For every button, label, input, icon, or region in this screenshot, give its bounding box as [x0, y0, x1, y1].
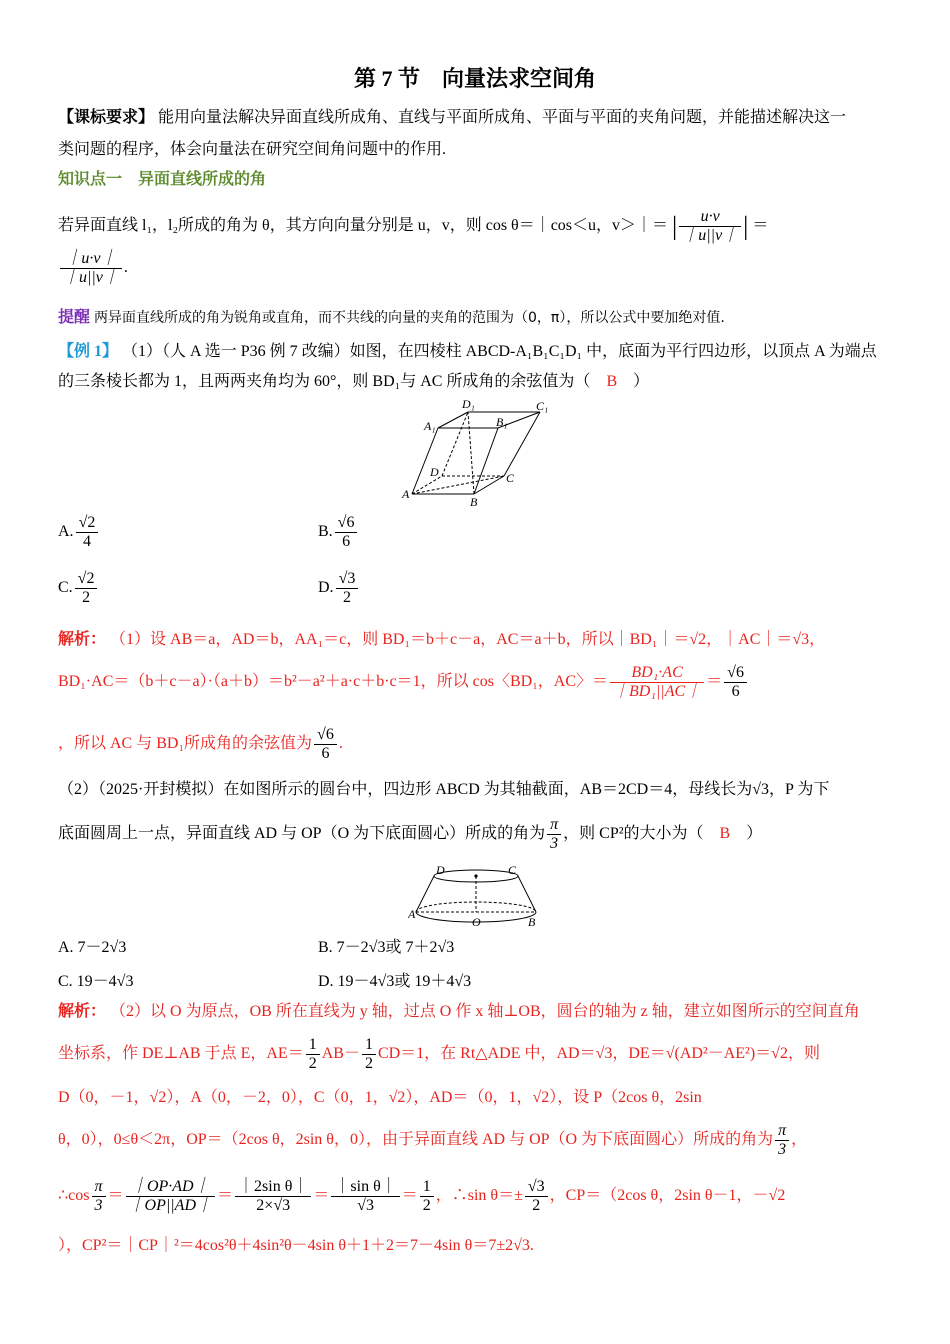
label-c1: C₁ [536, 399, 549, 413]
solution2-line4 [58, 1120, 807, 1160]
s2-l4-fn: π [775, 1122, 789, 1141]
label-a2: A [408, 907, 416, 921]
s2-f2d: 2 [364, 1054, 373, 1072]
s2-f1n: 1 [306, 1036, 320, 1055]
formula-lead: 若异面直线 l₁，l₂所成的角为 θ，其方向向量分别是 u，v，则 cos θ＝｜cos＜u，v＞｜＝ [58, 217, 669, 235]
solution1-frac-num: BD₁·AC [610, 664, 704, 683]
frustum-figure [408, 860, 548, 930]
tip-tag: 提醒 [58, 309, 91, 326]
solution1-res-den: 6 [731, 682, 740, 700]
formula-fraction [679, 208, 741, 245]
example1-close1: ） [633, 373, 650, 390]
solution1-res-num: √6 [724, 664, 747, 683]
formula-fraction-2 [60, 250, 122, 287]
intro-line-2: 类问题的程序，体会向量法在研究空间角问题中的作用. [58, 141, 447, 158]
option1-a-label: A. [58, 523, 74, 541]
s2-l5-f5n: 1 [420, 1178, 434, 1197]
solution2-text2a: 坐标系，作 DE⊥AB 于点 E，AE＝ [58, 1045, 304, 1062]
example1-close2: ） [746, 825, 763, 842]
s2-l5-f3d: 2×√3 [256, 1196, 291, 1214]
example1-q2-line2 [58, 814, 762, 854]
example1-tag: 【例 1】 [58, 343, 119, 360]
edge-a1d1 [438, 412, 468, 428]
s2-l5-c: ＝ [217, 1187, 234, 1204]
solution1-l3-num: √6 [314, 726, 337, 745]
edge-bb1 [474, 428, 498, 494]
s2-l5-f1n: π [92, 1178, 106, 1197]
s2-l5-a: ∴cos [58, 1187, 90, 1204]
diag-bd1 [468, 412, 474, 494]
formula-frac2-den: ｜u||v｜ [63, 269, 119, 286]
example1-q1-text1: （1）（人 A 选一 P36 例 7 改编）如图，在四棱柱 ABCD-A₁B₁C₁D₁ 中，底面为平行四边形，以顶点 A 为端点 [122, 343, 877, 360]
solution1-text2b: ＝ [706, 673, 723, 690]
solution1-frac-den: ｜BD₁||AC｜ [613, 682, 702, 700]
s2-l5-f1d: 3 [94, 1196, 103, 1214]
diag-ac [412, 476, 504, 494]
s2-l5-b: ＝ [107, 1187, 124, 1204]
solution2-line3: D（0，－1，√2），A（0，－2，0），C（0，1，√2），AD＝（0，1，√2），设 P（2cos θ，2sin [58, 1089, 702, 1106]
solution2-text4a: θ，0），0≤θ＜2π，OP＝（2cos θ，2sin θ，0），由于异面直线 AD 与 OP（O 为下底面圆心）所成的角为 [58, 1131, 774, 1148]
s2-l5-f: ，∴sin θ＝± [435, 1187, 523, 1204]
formula-end: . [123, 259, 128, 277]
label-d1: D₁ [462, 398, 475, 411]
solution2-line6: ），CP²＝｜CP｜²＝4cos²θ＋4sin²θ－4sin θ＋1＋2＝7－4sin θ＝7±2√3. [58, 1237, 534, 1254]
option1-d-den: 2 [342, 589, 351, 606]
s2-l5-e: ＝ [401, 1187, 418, 1204]
label-b1: B₁ [496, 415, 508, 429]
label-c2: C [508, 863, 517, 877]
example1-q1-line1 [58, 342, 877, 362]
option1-d[interactable] [318, 570, 360, 607]
tip-text: 两异面直线所成的角为锐角或直角，而不共线的向量的夹角的范围为（0，π），所以公式中要加绝对值. [94, 310, 725, 326]
solution1-l3-den: 6 [321, 744, 330, 762]
example1-q1-line2 [58, 372, 649, 392]
s2-l5-f6n: √3 [525, 1178, 548, 1197]
solution2-text2c: CD＝1，在 Rt△ADE 中，AD＝√3，DE＝√(AD²－AE²)＝√2，则 [377, 1045, 820, 1062]
s2-f1d: 2 [308, 1054, 317, 1072]
s2-l5-d: ＝ [313, 1187, 330, 1204]
option1-a[interactable] [58, 514, 100, 551]
option2-b[interactable]: B. 7－2√3或 7＋2√3 [318, 939, 455, 956]
solution2-tag: 解析： [58, 1003, 107, 1020]
formula-frac2-num: ｜u·v｜ [60, 250, 122, 269]
option1-d-label: D. [318, 579, 334, 597]
option1-c-label: C. [58, 579, 73, 597]
formula-eq: ＝ [752, 217, 769, 235]
option1-a-num: √2 [76, 514, 99, 533]
example1-q2-text2a: 底面圆周上一点，异面直线 AD 与 OP（O 为下底面圆心）所成的角为 [58, 825, 546, 842]
edge-bc [474, 476, 504, 494]
edge-aa1 [412, 428, 438, 494]
solution1-text2a: BD₁·AC＝（b＋c－a）·（a＋b）＝b²－a²＋a·c＋b·c＝1，所以 cos〈BD₁，AC〉＝ [58, 673, 609, 690]
solution2-text2b: AB－ [321, 1045, 360, 1062]
s2-l5-f4n: ｜sin θ｜ [331, 1178, 399, 1197]
option1-d-num: √3 [336, 570, 359, 589]
option2-a[interactable]: A. 7－2√3 [58, 939, 127, 956]
label-d: D [430, 465, 439, 479]
q2-frac-den: 3 [550, 834, 559, 852]
label-a1: A₁ [424, 419, 436, 433]
edge-dd1 [442, 412, 468, 476]
s2-l4-fd: 3 [778, 1140, 787, 1158]
solution1-line2 [58, 662, 749, 702]
page-title: 第 7 节 向量法求空间角 [353, 66, 596, 91]
q2-frac-num: π [547, 816, 561, 835]
formula-frac-num: u·v [679, 208, 741, 227]
option2-d[interactable]: D. 19－4√3或 19＋4√3 [318, 973, 472, 990]
label-d2: D [436, 863, 445, 877]
solution2-line1 [58, 1002, 860, 1022]
example1-q2-text2b: ，则 CP²的大小为（ [563, 825, 704, 842]
label-o: O [472, 915, 481, 929]
s2-l5-f4d: √3 [357, 1196, 374, 1214]
edge-cc1 [504, 412, 540, 476]
section-heading-1: 知识点一 异面直线所成的角 [58, 171, 267, 188]
solution2-line5 [58, 1176, 785, 1216]
formula-frac-den: ｜u||v｜ [682, 227, 739, 244]
s2-l5-f2n: ｜OP·AD｜ [126, 1178, 215, 1197]
option1-b-num: √6 [335, 514, 358, 533]
s2-l5-f6d: 2 [532, 1196, 541, 1214]
option1-b-den: 6 [342, 533, 351, 550]
tip-line [58, 308, 725, 328]
solution1-l3-end: . [338, 735, 343, 752]
option1-b-label: B. [318, 523, 333, 541]
solution1-line3 [58, 724, 343, 764]
solution1-text3: ，所以 AC 与 BD₁所成角的余弦值为 [58, 735, 313, 752]
solution2-text4b: ， [791, 1131, 808, 1148]
example1-q1-text2: 的三条棱长都为 1，且两两夹角均为 60°，则 BD₁与 AC 所成角的余弦值为（ [58, 373, 591, 390]
option1-c-den: 2 [82, 589, 91, 606]
s2-l5-f5d: 2 [422, 1196, 431, 1214]
label-c: C [506, 471, 515, 485]
generatrix-right [518, 876, 536, 912]
label-b2: B [528, 915, 536, 929]
label-a: A [402, 487, 410, 501]
solution2-text1: （2）以 O 为原点，OB 所在直线为 y 轴，过点 O 作 x 轴⊥OB，圆台的轴为 z 轴，建立如图所示的空间直角 [110, 1003, 860, 1020]
solution1-line1 [58, 630, 825, 650]
s2-l5-f3n: ｜2sin θ｜ [235, 1178, 311, 1197]
option1-c[interactable] [58, 570, 99, 607]
s2-l5-g: ，CP＝（2cos θ，2sin θ－1，－√2 [549, 1187, 786, 1204]
intro-text-1: 能用向量法解决异面直线所成角、直线与平面所成角、平面与平面的夹角问题，并能描述解决这一 [158, 109, 847, 126]
option1-b[interactable] [318, 514, 359, 551]
example1-answer1: B [606, 373, 618, 390]
parallelepiped-figure [400, 398, 560, 510]
option2-c[interactable]: C. 19－4√3 [58, 973, 134, 990]
s2-l5-f2d: ｜OP||AD｜ [128, 1196, 213, 1214]
formula-line: 若异面直线 l₁，l₂所成的角为 θ，其方向向量分别是 u，v，则 cos θ＝｜cos＜u，v＞｜＝ | $\frac{u\cdot v}{|u||v|}$ | ＝ [58, 208, 769, 244]
option1-c-num: √2 [75, 570, 98, 589]
intro-tag: 【课标要求】 [58, 109, 155, 126]
formula-line-2 [58, 250, 128, 287]
solution2-line2 [58, 1034, 820, 1074]
s2-f2n: 1 [362, 1036, 376, 1055]
solution1-text1: （1）设 AB＝a，AD＝b，AA₁＝c，则 BD₁＝b＋c－a，AC＝a＋b，所以｜BD₁｜＝√2，｜AC｜＝√3， [110, 631, 826, 648]
example1-q2-line1: （2）（2025·开封模拟）在如图所示的圆台中，四边形 ABCD 为其轴截面，AB＝2CD＝4，母线长为√3，P 为下 [58, 781, 830, 798]
intro-line-1 [58, 108, 846, 128]
label-b: B [470, 495, 478, 509]
solution1-tag: 解析： [58, 631, 107, 648]
option1-a-den: 4 [82, 533, 91, 550]
example1-answer2: B [719, 825, 731, 842]
